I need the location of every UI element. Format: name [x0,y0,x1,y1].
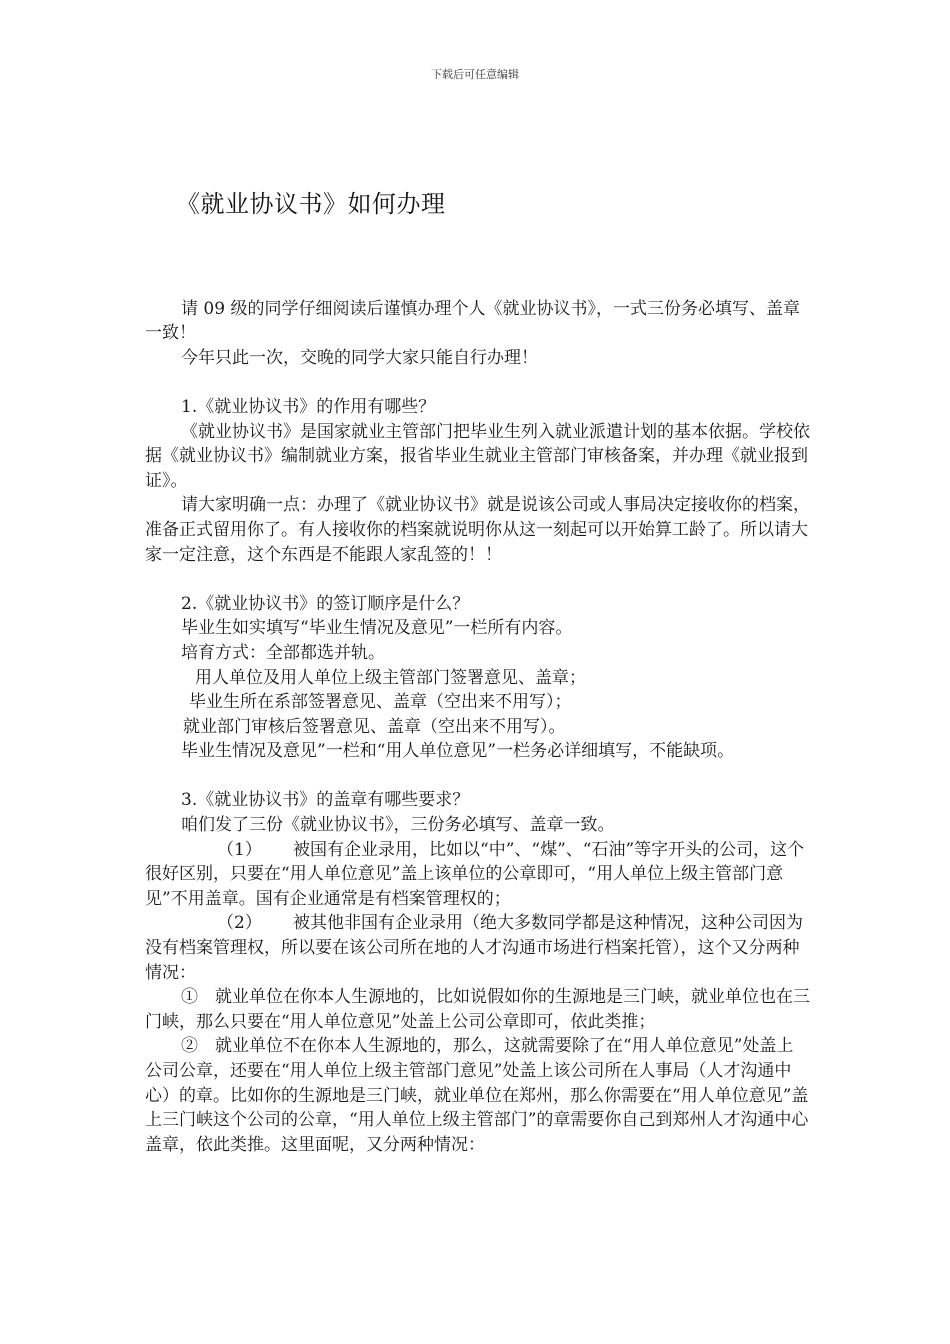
item-2-number: （2） [217,913,262,934]
section1-paragraph-2: 请大家明确一点：办理了《就业协议书》就是说该公司或人事局决定接收你的档案，准备正式留用你了。有人接收你的档案就说明你从这一刻起可以开始算工龄了。所以请大家一定注意，这个东西是不能跟人家乱签的！！ [145,495,810,565]
intro-paragraph-1: 请 09 级的同学仔细阅读后谨慎办理个人《就业协议书》，一式三份务必填写、盖章一致！ [145,298,800,344]
section3-item-2 [145,911,810,985]
section2-line-1: 毕业生如实填写“毕业生情况及意见”一栏所有内容。 [181,618,573,639]
document-title: 《就业协议书》如何办理 [176,190,446,218]
page-header-note: 下载后可任意编辑 [431,68,519,81]
section3-paragraph-1: 咱们发了三份《就业协议书》，三份务必填写、盖章一致。 [181,815,615,836]
section2-heading: 2.《就业协议书》的签订顺序是什么？ [181,593,470,614]
document-body [145,272,810,1157]
item-1-text: 被国有企业录用，比如以“中”、“煤”、“石油”等字开头的公司，这个很好区别，只要在“用人单位意见”盖上该单位的公章即可，“用人单位上级主管部门意见”不用盖章。国有企业通常是有档案管理权的； [145,839,805,909]
section2-line-2: 培育方式：全部都选并轨。 [181,642,385,663]
section2-line-5: 就业部门审核后签署意见、盖章（空出来不用写）。 [183,716,566,737]
section1-heading: 1.《就业协议书》的作用有哪些？ [181,396,436,417]
section2-line-3: 用人单位及用人单位上级主管部门签署意见、盖章； [195,667,586,688]
section3-case-1: ① 就业单位在你本人生源地的，比如说假如你的生源地是三门峡，就业单位也在三门峡，那么只要在“用人单位意见”处盖上公司公章即可，依此类推； [145,987,810,1032]
section3-item-1 [145,838,810,912]
section3-case-2: ② 就业单位不在你本人生源地的，那么，这就需要除了在“用人单位意见”处盖上公司公章，还要在“用人单位上级主管部门意见”处盖上该公司所在人事局（人才沟通中心）的章。比如你的生源地是三门峡，就业单位在郑州，那么你需要在“用人单位意见”盖上三门峡这个公司的公章，“用人单位上级主管部门”的章需要你自己到郑州人才沟通中心盖章，依此类推。这里面呢，又分两种情况： [145,1036,809,1155]
section2-line-6: 毕业生情况及意见”一栏和“用人单位意见”一栏务必详细填写，不能缺项。 [181,741,735,762]
intro-paragraph-2: 今年只此一次，交晚的同学大家只能自行办理！ [181,347,538,368]
section2-line-4: 毕业生所在系部签署意见、盖章（空出来不用写）； [189,692,572,713]
item-1-number: （1） [217,839,262,860]
item-2-text: 被其他非国有企业录用（绝大多数同学都是这种情况，这种公司因为没有档案管理权，所以要在该公司所在地的人才沟通市场进行档案托管），这个又分两种情况： [145,913,803,983]
section1-paragraph-1: 《就业协议书》是国家就业主管部门把毕业生列入就业派遣计划的基本依据。学校依据《就业协议书》编制就业方案，报省毕业生就业主管部门审核备案，并办理《就业报到证》。 [145,421,810,491]
section3-heading: 3.《就业协议书》的盖章有哪些要求？ [181,790,470,811]
